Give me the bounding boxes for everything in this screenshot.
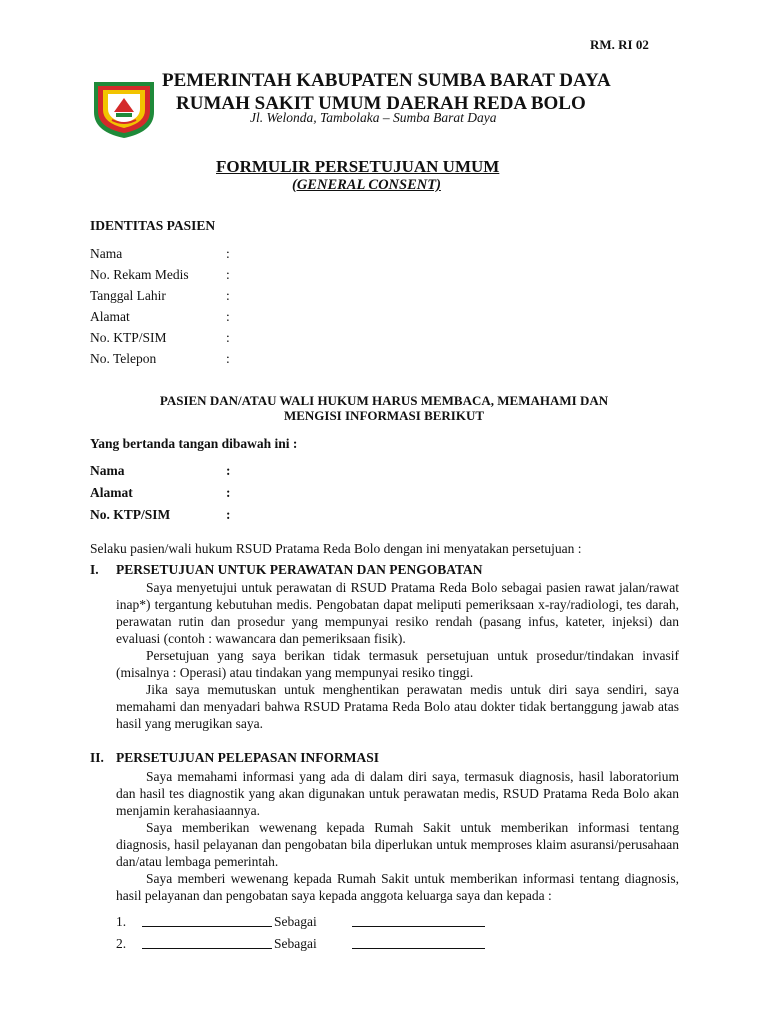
medical-record-label: No. Rekam Medis [90,267,189,282]
header-address: Jl. Welonda, Tambolaka – Sumba Barat Daya [250,110,497,125]
signer-id-card-label: No. KTP/SIM [90,507,171,522]
field-colon: : [226,288,230,303]
field-colon: : [226,507,231,522]
field-colon: : [226,267,230,282]
section-1-paragraph-3: Jika saya memutuskan untuk menghentikan perawatan medis untuk diri saya sendiri, saya memahami dan menyadari bahwa RSUD Pratama Reda Bolo atau dokter tidak bertanggung jawab atas hasil yang merugikan saya. [116,682,679,731]
section-1-body [116,579,679,732]
section-1-number: I. [90,562,99,577]
recipient-2-relation-blank[interactable] [352,936,485,949]
address-label: Alamat [90,309,130,324]
section-1-paragraph-1: Saya menyetujui untuk perawatan di RSUD Pratama Reda Bolo sebagai pasien rawat jalan/rawat inap*) tergantung kebutuhan medis. Pengobatan dapat meliputi pemeriksaan x-ray/radiologi, tes darah, perawatan rutin dan prosedur yang mempunyai resiko rendah (pasang infus, kateter, injeksi) dan evaluasi (contoh : wawancara dan pemeriksaan fisik). [116,580,679,646]
form-title: FORMULIR PERSETUJUAN UMUM [216,157,500,176]
field-colon: : [226,309,230,324]
recipient-1-name-blank[interactable] [142,914,272,927]
section-2-paragraph-1: Saya memahami informasi yang ada di dalam diri saya, termasuk diagnosis, hasil laboratorium dan hasil tes diagnostik yang akan digunakan untuk perawatan medis, RSUD Pratama Reda Bolo akan menjamin kerahasiaannya. [116,769,679,818]
patient-name-label: Nama [90,246,123,261]
recipient-1-number: 1. [116,914,127,929]
section-1-paragraph-2: Persetujuan yang saya berikan tidak termasuk persetujuan untuk prosedur/tindakan invasif (misalnya : Operasi) atau tindakan yang mempunyai resiko tinggi. [116,648,679,680]
signer-heading: Yang bertanda tangan dibawah ini : [90,436,298,451]
recipient-2-name-blank[interactable] [142,936,272,949]
section-2-number: II. [90,750,104,765]
recipient-1-relation-blank[interactable] [352,914,485,927]
notice-line-2: MENGISI INFORMASI BERIKUT [283,408,485,423]
phone-label: No. Telepon [90,351,157,366]
recipient-1-as-label: Sebagai [274,914,317,929]
recipient-2-number: 2. [116,936,127,951]
section-2-paragraph-2: Saya memberikan wewenang kepada Rumah Sakit untuk memberikan informasi tentang diagnosis, hasil pelayanan dan pengobatan bila diperlukan untuk memproses klaim asuransi/perusahaan dan/atau lembaga pemerintah. [116,820,679,869]
birth-date-label: Tanggal Lahir [90,288,166,303]
regency-crest-logo [90,78,158,140]
consent-intro: Selaku pasien/wali hukum RSUD Pratama Reda Bolo dengan ini menyatakan persetujuan : [90,541,582,556]
field-colon: : [226,463,231,478]
recipient-2-as-label: Sebagai [274,936,317,951]
field-colon: : [226,485,231,500]
section-2-heading: PERSETUJUAN PELEPASAN INFORMASI [116,750,380,765]
section-1-heading: PERSETUJUAN UNTUK PERAWATAN DAN PENGOBATAN [116,562,483,577]
patient-identity-heading: IDENTITAS PASIEN [90,218,216,233]
field-colon: : [226,351,230,366]
section-2-paragraph-3: Saya memberi wewenang kepada Rumah Sakit untuk memberikan informasi tentang diagnosis, hasil pelayanan dan pengobatan saya kepada anggota keluarga saya dan kepada : [116,871,679,903]
id-card-label: No. KTP/SIM [90,330,167,345]
header-government-name: PEMERINTAH KABUPATEN SUMBA BARAT DAYA [162,70,611,91]
field-colon: : [226,246,230,261]
header-hospital-name: RUMAH SAKIT UMUM DAERAH REDA BOLO [176,93,586,114]
form-subtitle: (GENERAL CONSENT) [292,177,441,193]
notice-line-1: PASIEN DAN/ATAU WALI HUKUM HARUS MEMBACA, MEMAHAMI DAN [159,393,609,408]
form-code: RM. RI 02 [590,37,649,52]
signer-address-label: Alamat [90,485,133,500]
field-colon: : [226,330,230,345]
signer-name-label: Nama [90,463,125,478]
section-2-body [116,768,679,904]
